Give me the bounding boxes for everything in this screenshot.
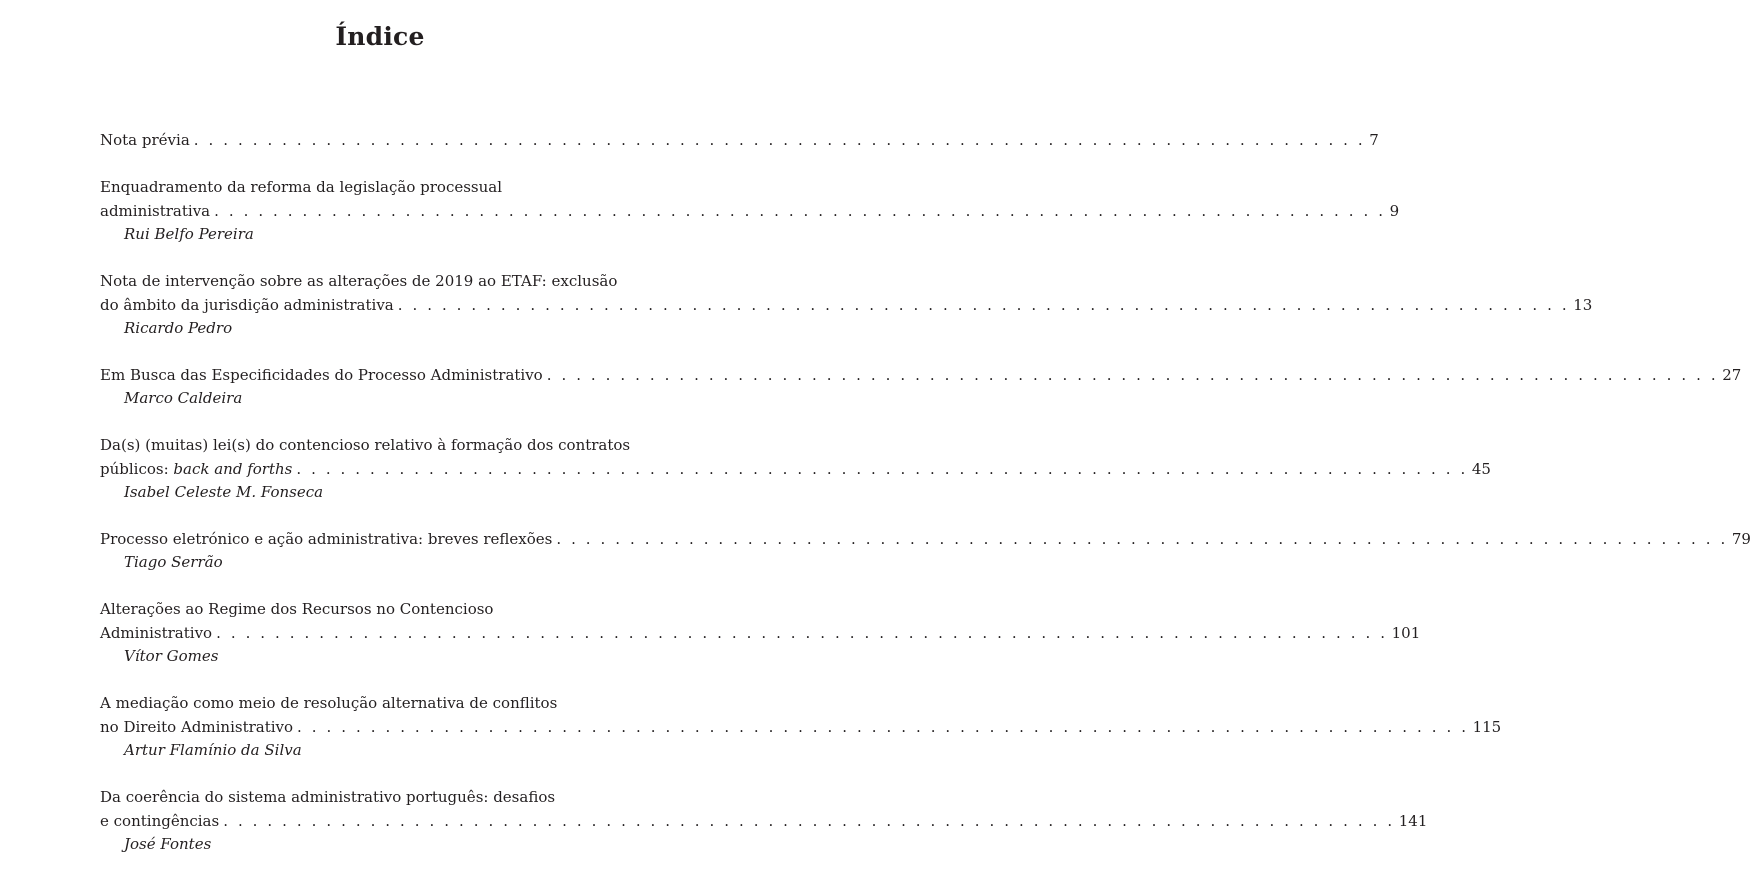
page-number: 7 — [1369, 131, 1379, 149]
toc-entry-title: Nota prévia — [100, 131, 190, 149]
toc-entry-title-last-line — [100, 527, 1751, 551]
toc-entry[interactable] — [100, 597, 1421, 668]
toc-entry-title-last-line — [100, 363, 1742, 387]
toc-entry-title-text — [100, 293, 394, 317]
toc-entry-author: Artur Flamínio da Silva — [124, 741, 302, 759]
page-number: 101 — [1391, 624, 1421, 642]
toc-entry-title: Processo eletrónico e ação administrativa: breves reflexões — [100, 530, 553, 548]
toc-entry[interactable] — [100, 175, 1400, 246]
toc-entry-author: Marco Caldeira — [124, 389, 243, 407]
toc-entry[interactable] — [100, 128, 1379, 152]
dot-leader: . . . . . . . . . . . . . . . . . . . . . . . . . . . . . . . . . . . . . . . . . . . . . . . . . . . . . . . . . . . . . . . . . . . . . . . . . . . . . . . . — [193, 131, 1366, 149]
toc-entry-title: públicos: — [100, 460, 174, 478]
toc-entry-title-last-line — [100, 715, 1502, 739]
toc-entry[interactable] — [100, 363, 1742, 410]
toc-entry-author: Tiago Serrão — [124, 553, 223, 571]
toc-entry[interactable] — [100, 269, 1593, 340]
toc-entry-title-text — [100, 809, 219, 833]
dot-leader: . . . . . . . . . . . . . . . . . . . . . . . . . . . . . . . . . . . . . . . . . . . . . . . . . . . . . . . . . . . . . . . . . . . . . . . . . . . . . . . . — [556, 530, 1728, 548]
page-number: 27 — [1722, 366, 1742, 384]
toc-entry-title-text — [100, 621, 212, 645]
toc-entry-title-last-line — [100, 809, 1428, 833]
toc-entry-title-text — [100, 363, 543, 387]
toc-entry-title-last-line — [100, 199, 1400, 223]
toc-entry-title: administrativa — [100, 202, 211, 220]
toc-entry-title-text — [100, 128, 190, 152]
dot-leader: . . . . . . . . . . . . . . . . . . . . . . . . . . . . . . . . . . . . . . . . . . . . . . . . . . . . . . . . . . . . . . . . . . . . . . . . . . . . . . . . — [397, 296, 1570, 314]
toc-entry-title-line: A mediação como meio de resolução alternativa de conflitos — [100, 694, 558, 712]
page-number: 45 — [1471, 460, 1491, 478]
toc-entry-title-line: Da coerência do sistema administrativo português: desafios — [100, 788, 556, 806]
toc-entry-title-last-line — [100, 128, 1379, 152]
toc-entry-title-line: Da(s) (muitas) lei(s) do contencioso relativo à formação dos contratos — [100, 436, 631, 454]
toc-entry-title-text — [100, 199, 210, 223]
toc-entry-title-italic: back and forths — [173, 460, 293, 478]
page-number: 115 — [1472, 718, 1502, 736]
toc-entry-author: Isabel Celeste M. Fonseca — [124, 483, 324, 501]
toc-entry[interactable] — [100, 527, 1751, 574]
dot-leader: . . . . . . . . . . . . . . . . . . . . . . . . . . . . . . . . . . . . . . . . . . . . . . . . . . . . . . . . . . . . . . . . . . . . . . . . . . . . . . . . — [214, 202, 1386, 220]
toc-entry-title-last-line — [100, 293, 1593, 317]
dot-leader: . . . . . . . . . . . . . . . . . . . . . . . . . . . . . . . . . . . . . . . . . . . . . . . . . . . . . . . . . . . . . . . . . . . . . . . . . . . . . . . . — [546, 366, 1719, 384]
toc-entry-title-line: Alterações ao Regime dos Recursos no Contencioso — [100, 600, 494, 618]
page-number: 141 — [1398, 812, 1428, 830]
dot-leader: . . . . . . . . . . . . . . . . . . . . . . . . . . . . . . . . . . . . . . . . . . . . . . . . . . . . . . . . . . . . . . . . . . . . . . . . . . . . . . . . — [216, 624, 1388, 642]
toc-entry[interactable] — [100, 691, 1502, 762]
toc-entry-title-text — [100, 527, 552, 551]
toc-entry-title-line: Enquadramento da reforma da legislação processual — [100, 178, 503, 196]
dot-leader: . . . . . . . . . . . . . . . . . . . . . . . . . . . . . . . . . . . . . . . . . . . . . . . . . . . . . . . . . . . . . . . . . . . . . . . . . . . . . . . . — [297, 718, 1469, 736]
page-number: 9 — [1389, 202, 1400, 220]
toc-entry-title-last-line — [100, 621, 1421, 645]
toc-entry-title-line: Nota de intervenção sobre as alterações de 2019 ao ETAF: exclusão — [100, 272, 618, 290]
page-title: Índice — [335, 22, 425, 51]
toc-entry-title: Em Busca das Especificidades do Processo Administrativo — [100, 366, 543, 384]
toc-entry-title: Administrativo — [100, 624, 213, 642]
table-of-contents — [100, 128, 1751, 879]
toc-entry-title-last-line — [100, 457, 1491, 481]
toc-entry-title-text — [100, 715, 293, 739]
page-number: 79 — [1731, 530, 1751, 548]
toc-entry-title-text — [100, 457, 292, 481]
dot-leader: . . . . . . . . . . . . . . . . . . . . . . . . . . . . . . . . . . . . . . . . . . . . . . . . . . . . . . . . . . . . . . . . . . . . . . . . . . . . . . . . — [223, 812, 1395, 830]
toc-entry-title: no Direito Administrativo — [100, 718, 294, 736]
page-number: 13 — [1573, 296, 1593, 314]
toc-entry[interactable] — [100, 433, 1491, 504]
dot-leader: . . . . . . . . . . . . . . . . . . . . . . . . . . . . . . . . . . . . . . . . . . . . . . . . . . . . . . . . . . . . . . . . . . . . . . . . . . . . . . . . — [296, 460, 1468, 478]
toc-entry-title: do âmbito da jurisdição administrativa — [100, 296, 394, 314]
toc-entry[interactable] — [100, 785, 1428, 856]
toc-entry-author: Vítor Gomes — [124, 647, 219, 665]
toc-entry-title: e contingências — [100, 812, 220, 830]
toc-entry-author: Rui Belfo Pereira — [124, 225, 254, 243]
toc-entry-author: José Fontes — [124, 835, 212, 853]
toc-entry-author: Ricardo Pedro — [124, 319, 233, 337]
